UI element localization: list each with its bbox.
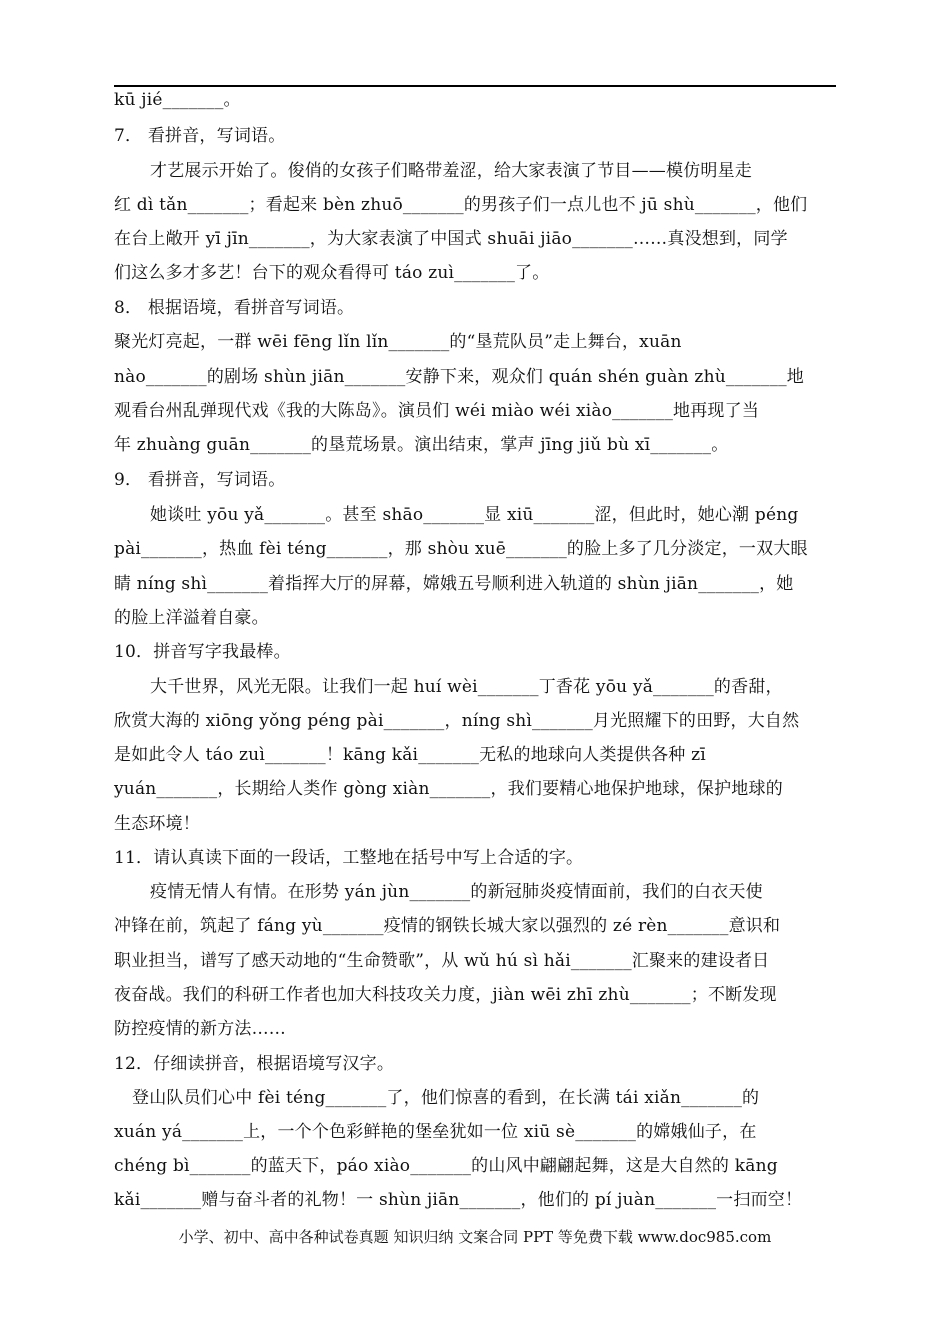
q11-line: 冲锋在前，筑起了 fáng yù_______疫情的钢铁长城大家以强烈的 zé rèn_______意识和 xyxy=(114,916,781,936)
q8-line: 观看台州乱弹现代戏《我的大陈岛》。演员们 wéi miào wéi xiào_______地再现了当 xyxy=(114,401,760,421)
q10-line: yuán_______，长期给人类作 gòng xiàn_______，我们要精心地保护地球，保护地球的 xyxy=(114,779,783,799)
q7-line: 才艺展示开始了。俊俏的女孩子们略带羞涩，给大家表演了节目——模仿明星走 xyxy=(150,161,752,181)
q8-title: 8． 根据语境，看拼音写词语。 xyxy=(114,298,355,318)
page-footer: 小学、初中、高中各种试卷真题 知识归纳 文案合同 PPT 等免费下载 www.doc985.com xyxy=(178,1228,772,1246)
q9-title: 9． 看拼音，写词语。 xyxy=(114,470,286,490)
q8-line: 年 zhuàng guān_______的垦荒场景。演出结束，掌声 jīng jiǔ bù xī_______。 xyxy=(114,435,729,455)
q8-line: nào_______的剧场 shùn jiān_______安静下来，观众们 quán shén guàn zhù_______地 xyxy=(114,367,804,387)
q10-line: 是如此令人 táo zuì_______！kāng kǎi_______无私的地球向人类提供各种 zī xyxy=(114,745,706,765)
q9-line: 她谈吐 yōu yǎ_______。甚至 shāo_______显 xiū_______涩，但此时，她心潮 péng xyxy=(150,505,799,525)
q10-line: 生态环境！ xyxy=(114,814,200,834)
q8-line: 聚光灯亮起，一群 wēi fēng lǐn lǐn_______的“垦荒队员”走上舞台，xuān xyxy=(114,332,682,352)
q10-line: 大千世界，风光无限。让我们一起 huí wèi_______丁香花 yōu yǎ_______的香甜， xyxy=(150,677,783,697)
q10-line: 欣赏大海的 xiōng yǒng péng pài_______，níng shì_______月光照耀下的田野，大自然 xyxy=(114,711,800,731)
q11-line: 疫情无情人有情。在形势 yán jùn_______的新冠肺炎疫情面前，我们的白衣天使 xyxy=(150,882,763,902)
q7-line: 红 dì tǎn_______；看起来 bèn zhuō_______的男孩子们一点儿也不 jū shù_______，他们 xyxy=(114,195,808,215)
q11-line: 防控疫情的新方法…… xyxy=(114,1019,286,1039)
q12-title: 12．仔细读拼音，根据语境写汉字。 xyxy=(114,1054,395,1074)
q12-line: kǎi_______赠与奋斗者的礼物！一 shùn jiān_______，他们的 pí juàn_______一扫而空！ xyxy=(114,1190,803,1210)
q11-title: 11．请认真读下面的一段话，工整地在括号中写上合适的字。 xyxy=(114,848,584,868)
previous-answer-tail: kū jié_______。 xyxy=(114,90,241,110)
q9-line: 的脸上洋溢着自豪。 xyxy=(114,608,269,628)
q7-title: 7． 看拼音，写词语。 xyxy=(114,126,286,146)
q12-line: chéng bì_______的蓝天下，páo xiào_______的山风中翩翩起舞，这是大自然的 kāng xyxy=(114,1156,778,1176)
q9-line: 睛 níng shì_______着指挥大厅的屏幕，嫦娥五号顺利进入轨道的 shùn jiān_______，她 xyxy=(114,574,794,594)
q7-line: 在台上敞开 yī jīn_______，为大家表演了中国式 shuāi jiāo_______……真没想到，同学 xyxy=(114,229,788,249)
q12-line: xuán yá_______上，一个个色彩鲜艳的堡垒犹如一位 xiū sè_______的嫦娥仙子，在 xyxy=(114,1122,757,1142)
q10-title: 10．拼音写字我最棒。 xyxy=(114,642,291,662)
header-rule xyxy=(114,85,836,87)
q9-line: pài_______，热血 fèi téng_______，那 shòu xuē_______的脸上多了几分淡定，一双大眼 xyxy=(114,539,808,559)
q11-line: 夜奋战。我们的科研工作者也加大科技攻关力度，jiàn wēi zhī zhù_______；不断发现 xyxy=(114,985,777,1005)
q12-line: 登山队员们心中 fèi téng_______了，他们惊喜的看到，在长满 tái xiǎn_______的 xyxy=(132,1088,760,1108)
q11-line: 职业担当，谱写了感天动地的“生命赞歌”，从 wǔ hú sì hǎi_______汇聚来的建设者日 xyxy=(114,951,770,971)
q7-line: 们这么多才多艺！台下的观众看得可 táo zuì_______了。 xyxy=(114,263,550,283)
